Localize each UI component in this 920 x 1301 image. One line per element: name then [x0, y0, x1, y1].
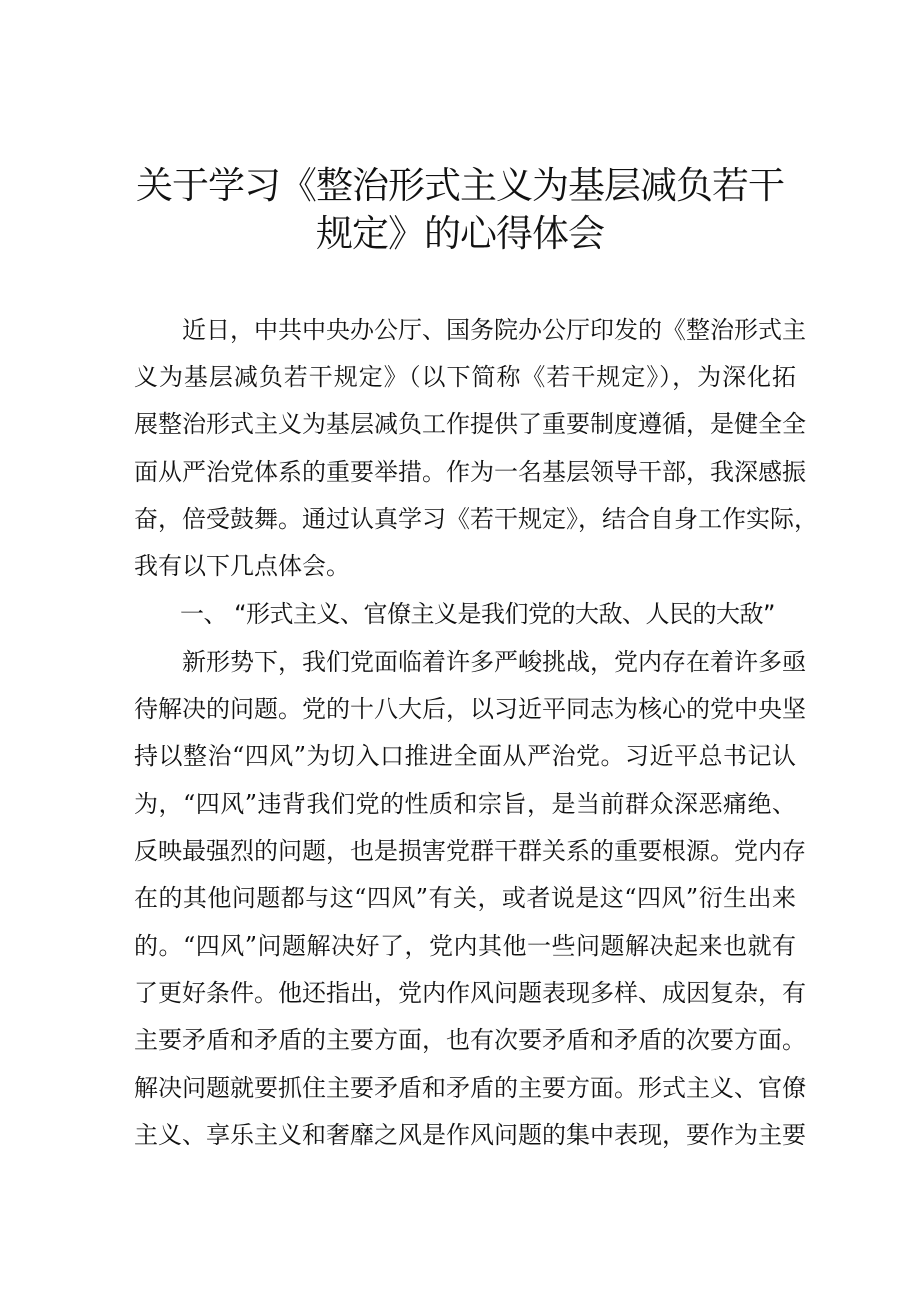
paragraph-1-line-4: 面从严治党体系的重要举措。作为一名基层领导干部，我深感振 — [134, 458, 806, 486]
paragraph-2-line-5: 反映最强烈的问题，也是损害党群干群关系的重要根源。党内存 — [134, 837, 806, 865]
document-title-line-1: 关于学习《整治形式主义为基层减负若干 — [136, 164, 784, 207]
paragraph-2-line-11: 主义、享乐主义和奢靡之风是作风问题的集中表现，要作为主要 — [134, 1121, 806, 1149]
paragraph-1-line-2: 义为基层减负若干规定》（以下简称《若干规定》），为深化拓 — [134, 363, 796, 391]
section-1-heading: 一、 “形式主义、官僚主义是我们党的大敌、人民的大敌” — [180, 600, 775, 628]
paragraph-2-line-4: 为，“四风”违背我们党的性质和宗旨，是当前群众深恶痛绝、 — [134, 790, 796, 818]
paragraph-2-line-6: 在的其他问题都与这“四风”有关，或者说是这“四风”衍生出来 — [134, 884, 796, 912]
paragraph-2-line-1: 新形势下，我们党面临着许多严峻挑战，党内存在着许多亟 — [182, 648, 806, 676]
paragraph-2-line-8: 了更好条件。他还指出，党内作风问题表现多样、成因复杂，有 — [134, 979, 806, 1007]
paragraph-2-line-2: 待解决的问题。党的十八大后，以习近平同志为核心的党中央坚 — [134, 695, 806, 723]
paragraph-1-line-1: 近日，中共中央办公厅、国务院办公厅印发的《整治形式主 — [182, 316, 806, 344]
paragraph-2-line-10: 解决问题就要抓住主要矛盾和矛盾的主要方面。形式主义、官僚 — [134, 1074, 806, 1102]
paragraph-1-line-5: 奋，倍受鼓舞。通过认真学习《若干规定》，结合自身工作实际， — [134, 505, 818, 533]
paragraph-1-line-6: 我有以下几点体会。 — [134, 552, 350, 580]
paragraph-2-line-9: 主要矛盾和矛盾的主要方面，也有次要矛盾和矛盾的次要方面。 — [134, 1026, 806, 1054]
paragraph-2-line-3: 持以整治“四风”为切入口推进全面从严治党。习近平总书记认 — [134, 742, 796, 770]
paragraph-2-line-7: 的。“四风”问题解决好了，党内其他一些问题解决起来也就有 — [134, 932, 796, 960]
paragraph-1-line-3: 展整治形式主义为基层减负工作提供了重要制度遵循，是健全全 — [134, 410, 806, 438]
document-title-line-2: 规定》的心得体会 — [316, 212, 604, 255]
